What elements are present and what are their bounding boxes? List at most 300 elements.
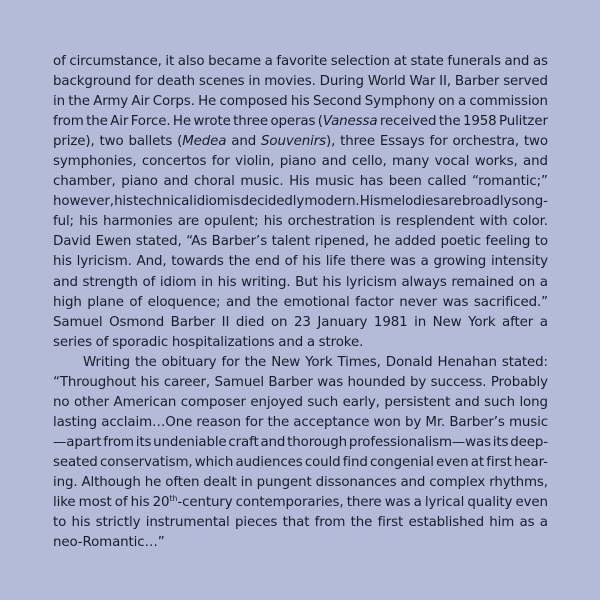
body-text: [53, 52, 548, 553]
word: [510, 433, 548, 453]
text-run: two: [523, 134, 548, 150]
text-run: idiom: [193, 194, 230, 210]
word: [195, 453, 233, 473]
word: [96, 513, 141, 533]
word: [318, 112, 378, 132]
text-run: received: [379, 114, 437, 130]
word: [519, 393, 547, 413]
text-run: wrote: [193, 114, 231, 130]
text-run: such: [484, 394, 515, 410]
text-run: series of sporadic hospitalizations and a stroke.: [53, 334, 364, 350]
word: [53, 52, 66, 72]
text-run: funerals: [447, 54, 501, 69]
word: [302, 252, 321, 272]
word: [53, 373, 136, 393]
word: [226, 293, 251, 313]
text-run: success.: [430, 374, 487, 390]
word: [199, 72, 245, 92]
word: [231, 132, 256, 152]
word: [53, 192, 114, 212]
text-run: on: [438, 94, 455, 110]
text-run: lyrical: [424, 495, 465, 511]
text-run: ing.: [53, 474, 78, 490]
word: [235, 513, 277, 533]
text-run: technical: [133, 194, 193, 210]
text-run: on: [270, 314, 288, 330]
text-run: him: [489, 515, 515, 531]
word: [142, 152, 207, 172]
word: [408, 513, 484, 533]
word: [533, 52, 548, 72]
text-run: Barber: [268, 374, 313, 390]
word: [414, 493, 422, 513]
word: [72, 513, 91, 533]
text-run: he: [373, 234, 391, 250]
text-run: his: [217, 274, 237, 290]
text-run: a: [539, 314, 548, 330]
word: [165, 52, 174, 72]
word: [53, 493, 75, 513]
word: [114, 393, 177, 413]
word: [136, 232, 182, 252]
word: [162, 353, 217, 373]
text-run: and: [231, 134, 257, 150]
text-run: sacrificed.”: [473, 294, 548, 310]
word: [374, 313, 408, 333]
text-run: orchestration: [287, 214, 376, 230]
word: [171, 313, 215, 333]
word: [204, 212, 258, 232]
text-run: the: [86, 114, 108, 130]
text-run: ballets: [128, 134, 173, 150]
word: [261, 132, 335, 152]
word: [221, 353, 239, 373]
word: [455, 393, 480, 413]
text-run: circumstance,: [69, 54, 162, 69]
text-run: in: [248, 74, 261, 90]
text-run: established: [408, 515, 484, 531]
word: [317, 313, 367, 333]
text-run: after: [502, 314, 534, 330]
word: [514, 453, 548, 473]
word: [475, 152, 518, 172]
text-run: But: [295, 274, 318, 290]
word: [433, 313, 462, 333]
word: [110, 112, 128, 132]
word: [265, 52, 273, 72]
text-run: music: [508, 414, 548, 430]
text-run: pungent: [256, 474, 312, 490]
text-run: no: [53, 394, 70, 410]
text-run: scenes: [198, 74, 245, 90]
text-run: the: [228, 254, 251, 270]
text-run: first: [377, 515, 404, 531]
text-run: hounded: [347, 374, 406, 390]
text-run: Samuel: [214, 374, 264, 390]
paragraph-1: [53, 52, 548, 353]
italic-title: Vanessa: [322, 114, 378, 130]
word: [53, 112, 84, 132]
text-run: always: [401, 274, 447, 290]
text-run: Mr.: [425, 414, 446, 430]
text-run: congenial: [369, 454, 434, 470]
text-run: his: [140, 374, 160, 390]
word: [499, 112, 548, 132]
word: [53, 453, 98, 473]
text-run: II,: [439, 74, 451, 90]
word: [53, 393, 69, 413]
word: [472, 172, 548, 192]
text-run: dealt: [203, 474, 237, 490]
text-run: from: [103, 434, 134, 450]
word: [87, 293, 124, 313]
word: [355, 293, 394, 313]
text-run: commission: [469, 94, 548, 110]
word: [128, 132, 172, 152]
text-line: [53, 453, 548, 473]
text-run: Writing: [83, 354, 130, 370]
word: [53, 132, 95, 152]
word: [380, 132, 425, 152]
text-run: became: [208, 54, 261, 69]
word: [248, 72, 260, 92]
word: [222, 313, 230, 333]
word: [386, 353, 433, 373]
word: [241, 192, 305, 212]
word: [194, 172, 235, 192]
text-run: his: [114, 194, 133, 210]
word: [322, 273, 341, 293]
word: [53, 212, 74, 232]
text-run: won: [373, 414, 401, 430]
text-run: growing: [433, 254, 487, 270]
word: [449, 413, 504, 433]
text-run: complex: [429, 474, 486, 490]
word: [53, 172, 116, 192]
word: [400, 473, 425, 493]
text-run: as: [532, 54, 548, 69]
text-run: Corps.: [152, 94, 195, 110]
text-run: as: [519, 515, 535, 531]
text-run: Barber’s: [449, 414, 505, 430]
word: [233, 112, 268, 132]
text-run: and: [53, 274, 78, 290]
word: [427, 172, 466, 192]
text-run: opulent;: [204, 214, 259, 230]
text-run: the: [135, 354, 157, 370]
word: [374, 232, 391, 252]
word: [196, 413, 241, 433]
text-run: piano: [121, 174, 158, 190]
word: [395, 232, 436, 252]
word: [421, 252, 429, 272]
text-run: often: [165, 474, 200, 490]
text-run: Samuel: [53, 314, 103, 330]
text-run: however,: [53, 194, 114, 210]
word: [346, 273, 397, 293]
text-run: find: [342, 454, 368, 470]
word: [519, 273, 535, 293]
word: [317, 373, 343, 393]
text-run: composed: [219, 94, 288, 110]
word: [365, 92, 435, 112]
text-run: of: [284, 254, 298, 270]
word: [348, 373, 406, 393]
word: [489, 473, 548, 493]
word: [405, 413, 421, 433]
word: [431, 373, 487, 393]
text-run: writing.: [241, 274, 291, 290]
word: [385, 493, 411, 513]
text-run: the: [256, 294, 279, 310]
word: [352, 152, 387, 172]
text-run: long: [519, 394, 548, 410]
text-run: could: [304, 454, 341, 470]
text-run: selection: [330, 54, 390, 69]
text-run: his: [71, 515, 91, 531]
text-run: broadly: [461, 194, 512, 210]
text-line: [53, 373, 548, 393]
word: [193, 192, 230, 212]
text-run: 23: [294, 314, 311, 330]
word: [493, 433, 509, 453]
word: [53, 293, 82, 313]
word: [378, 513, 404, 533]
word: [53, 72, 131, 92]
word: [219, 92, 287, 112]
word: [271, 313, 287, 333]
word: [53, 313, 102, 333]
word: [360, 192, 380, 212]
text-run: and: [454, 394, 480, 410]
word: [283, 513, 310, 533]
word: [471, 453, 484, 473]
word: [438, 92, 454, 112]
text-run: and: [523, 154, 548, 170]
text-run: to: [53, 515, 67, 531]
text-run: Force.: [130, 114, 171, 130]
word: [410, 373, 426, 393]
word: [523, 152, 548, 172]
text-line: [53, 192, 548, 212]
word: [198, 92, 216, 112]
word: [256, 293, 278, 313]
word: [131, 493, 150, 513]
text-run: Barber’s: [211, 234, 268, 250]
text-run: favorite: [276, 54, 328, 69]
text-run: Symphony: [364, 94, 435, 110]
text-run: His: [359, 194, 381, 210]
text-run: deep-: [510, 434, 548, 450]
word: [163, 172, 188, 192]
word: [443, 293, 469, 313]
text-run: for: [134, 74, 153, 90]
word: [540, 273, 548, 293]
text-run: Donald: [385, 354, 433, 370]
word: [74, 393, 109, 413]
word: [212, 152, 230, 172]
text-run: many: [392, 154, 430, 170]
text-run: prize),: [53, 134, 95, 150]
text-line: [53, 92, 548, 112]
text-run: in: [201, 274, 214, 290]
text-run: first: [486, 454, 512, 470]
text-run: symphonies,: [53, 154, 137, 170]
word: [271, 353, 300, 373]
text-run: neo-Romantic…”: [53, 535, 165, 551]
text-run: the: [68, 94, 90, 110]
text-line: [53, 212, 548, 232]
word: [135, 72, 153, 92]
word: [203, 473, 236, 493]
word: [241, 473, 253, 493]
word: [173, 112, 191, 132]
word: [389, 172, 422, 192]
text-run: conservatism,: [99, 454, 193, 470]
text-run: Essays: [379, 134, 425, 150]
paragraph-2: [53, 353, 548, 553]
text-run: for: [245, 414, 264, 430]
word: [440, 232, 481, 252]
word: [109, 313, 164, 333]
text-run: a: [264, 54, 273, 69]
word: [433, 252, 486, 272]
text-run: audiences: [235, 454, 303, 470]
text-run: York: [305, 354, 333, 370]
word: [486, 453, 512, 473]
text-run: his: [290, 94, 310, 110]
text-run: professionalism—was: [348, 434, 491, 450]
word: [228, 433, 258, 453]
word: [320, 72, 364, 92]
text-run: feeling: [485, 234, 531, 250]
text-run: end: [254, 254, 280, 270]
text-run: poetic: [440, 234, 481, 250]
text-line: [53, 393, 548, 413]
text-run: the: [350, 515, 373, 531]
text-run: He: [172, 114, 191, 130]
text-run: pieces: [234, 515, 278, 531]
word: [380, 212, 390, 232]
text-run: cello,: [351, 154, 387, 170]
text-line: [53, 513, 548, 533]
word: [280, 152, 317, 172]
word: [53, 92, 65, 112]
text-run: and: [400, 474, 426, 490]
text-run: ),: [325, 134, 336, 150]
text-run: a: [413, 495, 422, 511]
text-run: quality: [467, 495, 513, 511]
word: [68, 92, 90, 112]
word: [491, 373, 548, 393]
word: [467, 493, 512, 513]
text-run: to: [534, 234, 548, 250]
word: [294, 313, 311, 333]
text-run: died: [235, 314, 265, 330]
word: [178, 52, 205, 72]
text-run: (: [317, 114, 323, 130]
word: [260, 433, 285, 453]
word: [474, 293, 548, 313]
text-run: music.: [240, 174, 284, 190]
word: [157, 72, 195, 92]
italic-title: Medea: [182, 134, 227, 150]
word: [160, 273, 197, 293]
word: [392, 152, 429, 172]
text-run: towards: [171, 254, 224, 270]
word: [235, 152, 274, 172]
text-run: concertos: [141, 154, 207, 170]
text-run: that: [282, 515, 310, 531]
word: [86, 112, 108, 132]
word: [141, 373, 160, 393]
text-run: operas: [270, 114, 316, 130]
text-run: even: [515, 495, 548, 511]
text-run: New: [271, 354, 301, 370]
italic-title: Souvenirs: [261, 134, 326, 150]
word: [181, 393, 246, 413]
text-run: Times,: [337, 354, 381, 370]
text-run: his: [322, 274, 342, 290]
text-run: During: [319, 74, 364, 90]
text-run: persistent: [384, 394, 451, 410]
text-line: [53, 72, 548, 92]
word: [255, 252, 280, 272]
text-run: Ewen: [95, 234, 132, 250]
text-run: by: [410, 374, 427, 390]
word: [307, 393, 338, 413]
word: [177, 132, 226, 152]
word: [146, 513, 230, 533]
word: [502, 353, 548, 373]
text-line: [53, 433, 548, 453]
word: [503, 72, 548, 92]
word: [436, 453, 468, 473]
word: [53, 252, 72, 272]
text-run: intensity: [490, 254, 548, 270]
text-run: and: [260, 434, 286, 450]
text-run: Air: [110, 114, 129, 130]
word: [430, 132, 448, 152]
text-run: three: [340, 134, 375, 150]
text-run: choral: [193, 174, 235, 190]
text-run: which: [194, 454, 234, 470]
text-run: lyricism: [345, 274, 397, 290]
word: [347, 493, 382, 513]
word: [53, 152, 136, 172]
word: [165, 473, 199, 493]
text-run: called: [427, 174, 467, 190]
text-run: served: [503, 74, 548, 90]
text-run: is: [380, 214, 391, 230]
text-run: undeniable: [153, 434, 227, 450]
text-run: And,: [136, 254, 167, 270]
word: [491, 252, 548, 272]
text-run: -century: [177, 495, 233, 511]
word: [240, 172, 283, 192]
word: [438, 353, 497, 373]
word: [414, 313, 426, 333]
word: [516, 493, 548, 513]
word: [131, 112, 171, 132]
word: [343, 453, 368, 473]
text-run: was: [317, 374, 344, 390]
text-run: factor: [355, 294, 394, 310]
text-run: at: [470, 454, 484, 470]
text-run: never: [399, 294, 437, 310]
word: [304, 192, 359, 212]
text-run: are: [440, 194, 462, 210]
